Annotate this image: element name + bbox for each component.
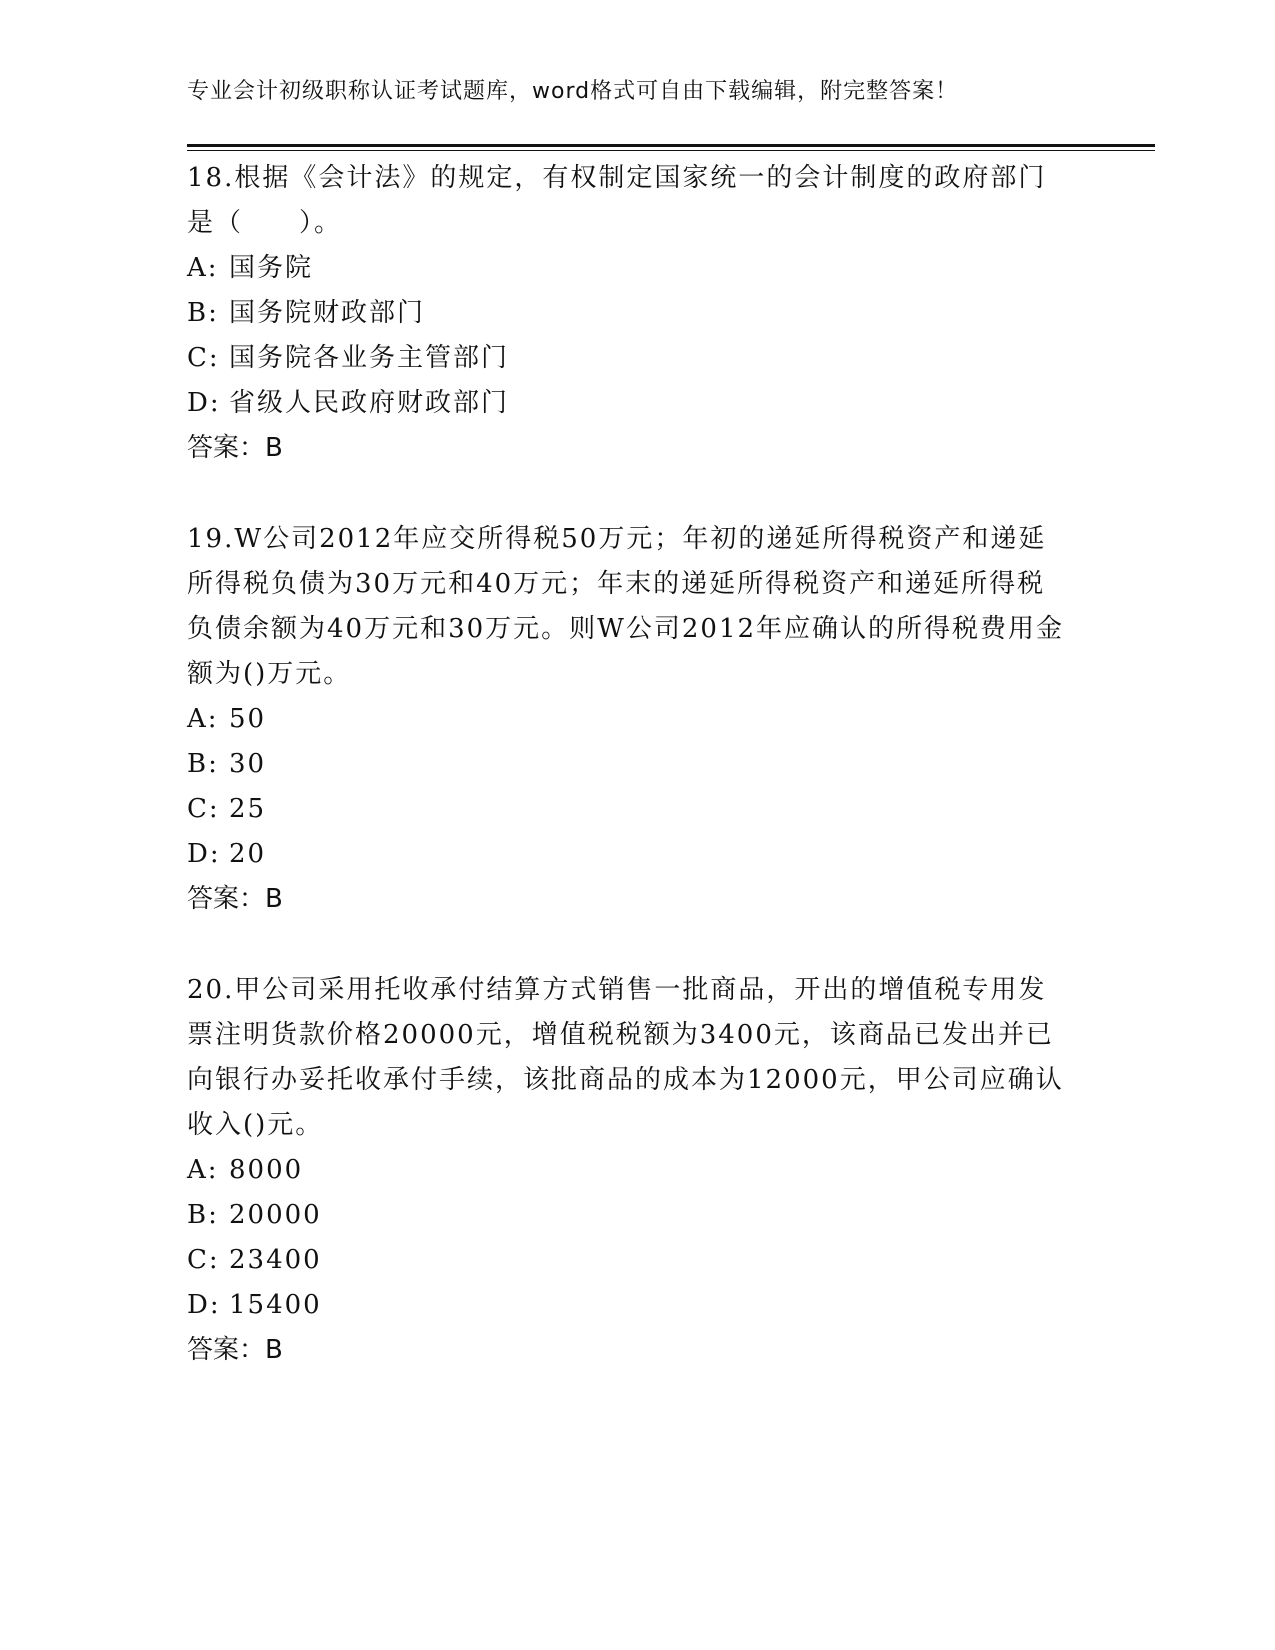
option-text: 8000 — [229, 1155, 304, 1185]
question-list — [187, 156, 1087, 1419]
answer-line: 答案：B — [187, 1335, 283, 1365]
option-text: 23400 — [229, 1245, 322, 1275]
option-key: C: — [187, 794, 220, 824]
option-key: D: — [187, 388, 221, 418]
option-c — [187, 1238, 1087, 1283]
option-c — [187, 336, 1087, 381]
option-key: B: — [187, 298, 219, 328]
question-stem: 20.甲公司采用托收承付结算方式销售一批商品，开出的增值税专用发票注明货款价格20000元，增值税税额为3400元，该商品已发出并已向银行办妥托收承付手续，该批商品的成本为12000元，甲公司应确认收入()元。 — [187, 975, 1064, 1140]
option-text: 20 — [229, 839, 267, 869]
option-key: B: — [187, 749, 219, 779]
option-text: 30 — [229, 749, 267, 779]
option-key: A: — [187, 253, 219, 283]
option-key: D: — [187, 839, 221, 869]
option-text: 国务院各业务主管部门 — [229, 343, 510, 373]
option-key: C: — [187, 1245, 220, 1275]
option-text: 省级人民政府财政部门 — [229, 388, 510, 418]
option-c — [187, 787, 1087, 832]
option-key: B: — [187, 1200, 219, 1230]
option-text: 国务院 — [229, 253, 314, 283]
question-20 — [187, 968, 1087, 1373]
option-text: 15400 — [229, 1290, 322, 1320]
question-stem: 19.W公司2012年应交所得税50万元；年初的递延所得税资产和递延所得税负债为30万元和40万元；年末的递延所得税资产和递延所得税负债余额为40万元和30万元。则W公司2012年应确认的所得税费用金额为()万元。 — [187, 524, 1065, 689]
option-b — [187, 1193, 1087, 1238]
answer-line: 答案：B — [187, 884, 283, 914]
option-d — [187, 832, 1087, 877]
option-b — [187, 742, 1087, 787]
option-text: 50 — [229, 704, 267, 734]
answer-line: 答案：B — [187, 433, 283, 463]
option-a — [187, 246, 1087, 291]
header-rule-thick — [187, 144, 1155, 147]
option-a — [187, 697, 1087, 742]
option-text: 国务院财政部门 — [229, 298, 426, 328]
option-d — [187, 381, 1087, 426]
option-text: 25 — [229, 794, 267, 824]
question-stem: 18.根据《会计法》的规定，有权制定国家统一的会计制度的政府部门是（ ）。 — [187, 163, 1047, 238]
option-text: 20000 — [229, 1200, 322, 1230]
option-a — [187, 1148, 1087, 1193]
option-d — [187, 1283, 1087, 1328]
option-b — [187, 291, 1087, 336]
option-key: C: — [187, 343, 220, 373]
header-rule-thin — [187, 150, 1155, 151]
option-key: D: — [187, 1290, 221, 1320]
option-key: A: — [187, 704, 219, 734]
option-key: A: — [187, 1155, 219, 1185]
question-19 — [187, 517, 1087, 922]
page-header: 专业会计初级职称认证考试题库，word格式可自由下载编辑，附完整答案！ — [187, 79, 959, 104]
question-18 — [187, 156, 1087, 471]
